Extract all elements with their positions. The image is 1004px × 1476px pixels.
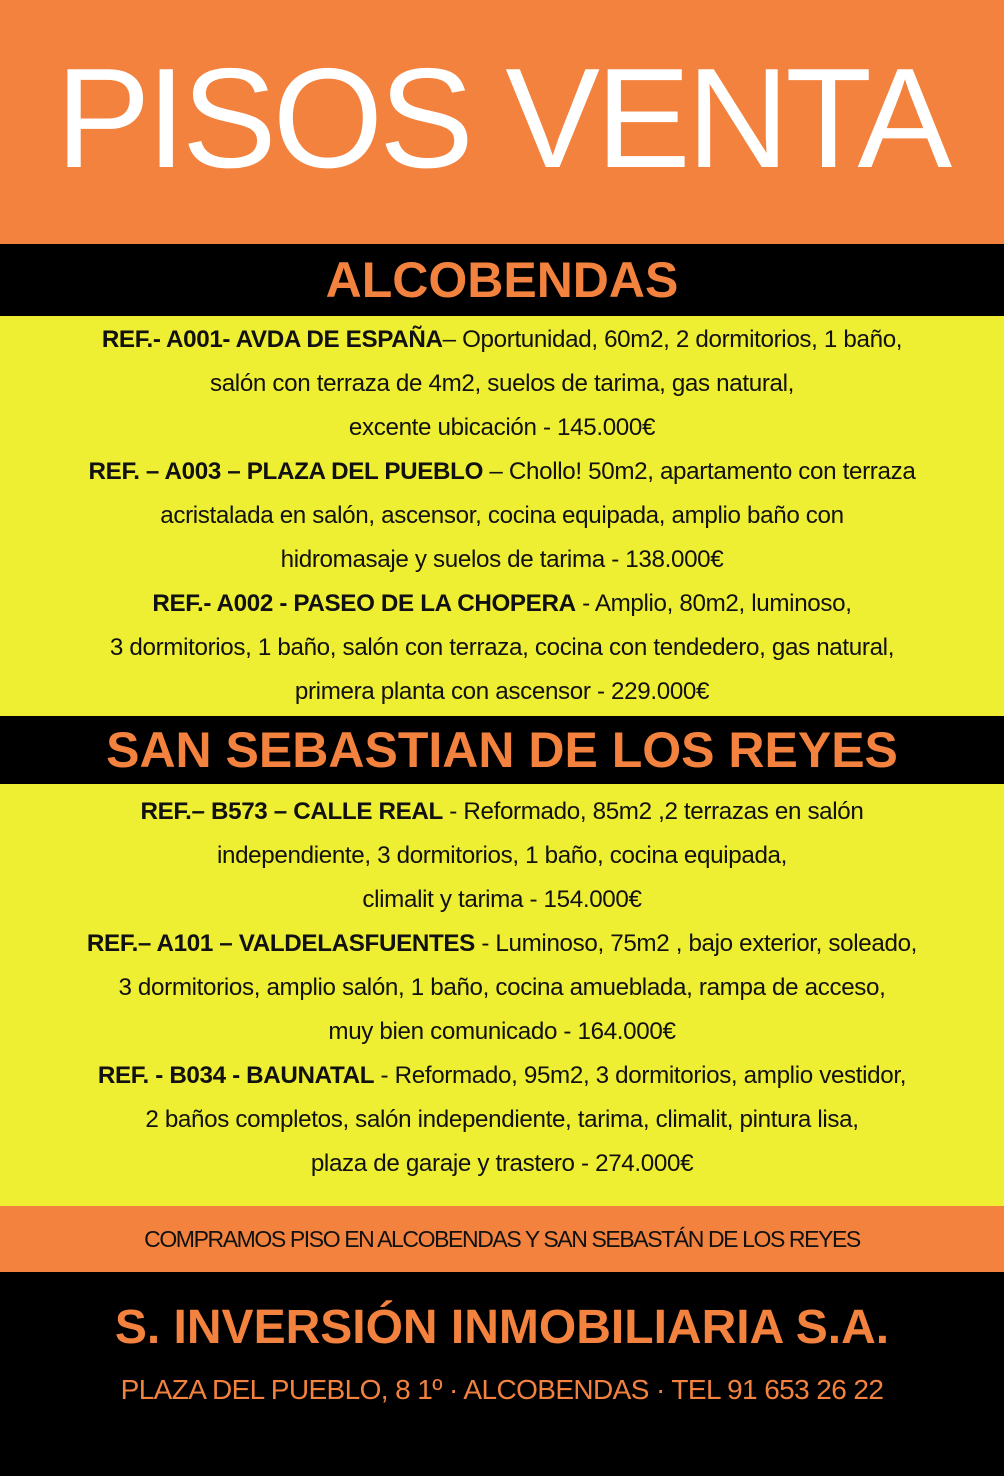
listing-line: hidromasaje y suelos de tarima - 138.000€ xyxy=(280,546,724,573)
listing-line: - Reformado, 95m2, 3 dormitorios, amplio vestidor, xyxy=(374,1062,907,1089)
listing-b034 xyxy=(8,1054,996,1186)
listing-ref: REF. - B034 - BAUNATAL xyxy=(97,1062,375,1089)
listing-line: muy bien comunicado - 164.000€ xyxy=(328,1018,676,1045)
buy-banner xyxy=(0,1206,1004,1272)
listing-ref: REF.– A101 – VALDELASFUENTES xyxy=(86,930,475,957)
listings-san-sebastian xyxy=(0,784,1004,1206)
header-banner xyxy=(0,0,1004,244)
footer xyxy=(0,1272,1004,1476)
listing-b573 xyxy=(8,790,996,922)
listing-line: independiente, 3 dormitorios, 1 baño, cocina equipada, xyxy=(216,842,788,869)
listing-line: 2 baños completos, salón independiente, tarima, climalit, pintura lisa, xyxy=(145,1106,859,1133)
company-name: S. INVERSIÓN INMOBILIARIA S.A. xyxy=(114,1301,890,1354)
listing-line: - Amplio, 80m2, luminoso, xyxy=(575,590,852,617)
page-title: PISOS VENTA xyxy=(55,39,949,198)
listing-line: - Luminoso, 75m2 , bajo exterior, soleado, xyxy=(474,930,918,957)
listing-line: primera planta con ascensor - 229.000€ xyxy=(294,678,710,705)
listing-a003 xyxy=(8,450,996,582)
listing-ref: REF.- A002 - PASEO DE LA CHOPERA xyxy=(152,590,576,617)
listings-alcobendas xyxy=(0,316,1004,716)
section-title: SAN SEBASTIAN DE LOS REYES xyxy=(106,722,898,778)
listing-line: excente ubicación - 145.000€ xyxy=(348,414,656,441)
listing-line: plaza de garaje y trastero - 274.000€ xyxy=(310,1150,694,1177)
listing-a001 xyxy=(8,318,996,450)
listing-ref: REF. – A003 – PLAZA DEL PUEBLO xyxy=(88,458,484,485)
section-title: ALCOBENDAS xyxy=(325,252,679,308)
listing-ref: REF.- A001- AVDA DE ESPAÑA xyxy=(101,326,443,353)
company-address: PLAZA DEL PUEBLO, 8 1º · ALCOBENDAS · TEL 91 653 26 22 xyxy=(120,1374,884,1405)
listing-a101 xyxy=(8,922,996,1054)
listing-line: - Reformado, 85m2 ,2 terrazas en salón xyxy=(442,798,864,825)
listing-line: 3 dormitorios, 1 baño, salón con terraza, cocina con tendedero, gas natural, xyxy=(109,634,895,661)
listing-line: 3 dormitorios, amplio salón, 1 baño, cocina amueblada, rampa de acceso, xyxy=(118,974,886,1001)
listing-line: – Oportunidad, 60m2, 2 dormitorios, 1 baño, xyxy=(442,326,903,353)
listing-line: acristalada en salón, ascensor, cocina equipada, amplio baño con xyxy=(160,502,844,529)
listing-ref: REF.– B573 – CALLE REAL xyxy=(140,798,443,825)
listing-line: salón con terraza de 4m2, suelos de tarima, gas natural, xyxy=(209,370,795,397)
section-header-san-sebastian xyxy=(0,716,1004,784)
section-header-alcobendas xyxy=(0,244,1004,316)
listing-line: – Chollo! 50m2, apartamento con terraza xyxy=(483,458,916,485)
buy-banner-text: COMPRAMOS PISO EN ALCOBENDAS Y SAN SEBASTÁN DE LOS REYES xyxy=(144,1225,860,1252)
listing-line: climalit y tarima - 154.000€ xyxy=(362,886,642,913)
listing-a002 xyxy=(8,582,996,714)
